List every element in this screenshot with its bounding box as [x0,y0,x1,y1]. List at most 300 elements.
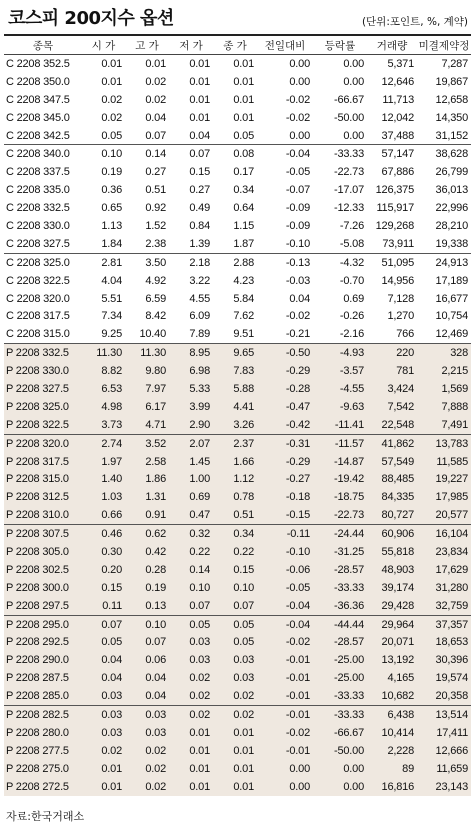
value-cell: 57,549 [367,453,417,471]
value-cell: 0.01 [213,760,257,778]
value-cell: 6.53 [82,380,125,398]
value-cell: 0.01 [169,724,213,742]
value-cell: -0.29 [257,362,313,380]
table-row [4,416,471,434]
value-cell: 11,659 [417,760,471,778]
value-cell: 0.02 [125,742,169,760]
value-cell: 2,215 [417,362,471,380]
value-cell: 0.64 [233,202,254,215]
option-name-cell: P 2208 315.0 [4,470,82,488]
value-cell: 29,428 [367,597,417,615]
value-cell: 4.71 [125,416,169,434]
value-cell: 2.58 [125,453,169,471]
column-header: 시 가 [82,35,125,55]
value-cell: 31,152 [417,127,471,145]
column-header: 미결제약정 [417,35,471,55]
value-cell: 1,569 [417,380,471,398]
value-cell: 0.10 [169,579,213,597]
option-name-cell: P 2208 292.5 [4,634,82,652]
value-cell: 1.45 [169,453,213,471]
value-cell: 0.01 [189,57,210,70]
value-cell: 0.11 [82,597,125,615]
value-cell: 0.01 [101,57,122,70]
value-cell: -0.01 [257,651,313,669]
value-cell: -2.16 [313,325,367,343]
value-cell: 0.03 [125,706,169,724]
value-cell: 73,911 [367,235,417,253]
value-cell: 0.42 [125,543,169,561]
value-cell: -0.03 [285,274,310,287]
value-cell: -0.10 [257,543,313,561]
table-row [4,597,471,615]
table-row [4,615,471,633]
value-cell: 2.07 [169,434,213,452]
value-cell: 0.00 [313,127,367,145]
value-cell: 2.74 [82,434,125,452]
value-cell: 126,375 [375,184,414,197]
table-row [4,742,471,760]
value-cell: 13,192 [367,651,417,669]
value-cell: -0.04 [257,597,313,615]
value-cell: 1.40 [82,470,125,488]
value-cell: -0.29 [257,453,313,471]
value-cell: 0.05 [213,634,257,652]
value-cell: 0.10 [125,615,169,633]
page-title: 코스피 200지수 옵션 [8,8,174,29]
option-name-cell: C 2208 345.0 [6,111,70,124]
table-row [4,525,471,543]
value-cell: -0.07 [285,184,310,197]
value-cell: 7,491 [417,416,471,434]
value-cell: 3.26 [213,416,257,434]
option-name-cell: P 2208 317.5 [4,453,82,471]
value-cell: 60,906 [367,525,417,543]
value-cell: 12,646 [381,75,414,88]
value-cell: -0.01 [257,687,313,705]
value-cell: 57,147 [381,148,414,161]
value-cell: 23,143 [417,778,471,796]
value-cell: 9.65 [213,344,257,362]
value-cell: 781 [367,362,417,380]
value-cell: -0.02 [257,724,313,742]
value-cell: 10,414 [367,724,417,742]
table-row [4,561,471,579]
value-cell: 2.38 [125,235,169,253]
table-row [4,109,471,127]
value-cell: 38,628 [435,148,468,161]
value-cell: 0.62 [125,525,169,543]
value-cell: -25.00 [313,651,367,669]
value-cell: 10,682 [367,687,417,705]
table-row [4,199,471,217]
table-row [4,724,471,742]
value-cell: 0.02 [169,669,213,687]
value-cell: 0.01 [189,75,210,88]
value-cell: 37,488 [367,127,417,145]
value-cell: -25.00 [313,669,367,687]
value-cell: 3.73 [82,416,125,434]
value-cell: 10.40 [125,325,169,343]
value-cell: 9.51 [213,325,257,343]
value-cell: 5.84 [233,292,254,305]
table-row [4,362,471,380]
column-header: 등락률 [313,35,367,55]
value-cell: 0.28 [125,561,169,579]
value-cell: 80,727 [367,506,417,524]
option-name-cell: C 2208 327.5 [4,235,82,253]
value-cell: 0.01 [233,111,254,124]
value-cell: -0.10 [257,235,313,253]
value-cell: 0.01 [145,57,166,70]
value-cell: 1,270 [387,310,414,323]
option-name-cell: C 2208 315.0 [4,325,82,343]
value-cell: 0.03 [213,651,257,669]
table-row [4,634,471,652]
value-cell: -0.01 [257,742,313,760]
option-name-cell: P 2208 312.5 [4,488,82,506]
value-cell: 0.15 [189,166,210,179]
column-header: 거래량 [367,35,417,55]
source-note: 자료:한국거래소 [6,810,85,823]
value-cell: -0.42 [257,416,313,434]
value-cell: 0.91 [125,506,169,524]
value-cell: 0.01 [233,93,254,106]
value-cell: 0.30 [82,543,125,561]
value-cell: -0.27 [257,470,313,488]
value-cell: -4.55 [313,380,367,398]
value-cell: 0.03 [125,724,169,742]
table-row [4,398,471,416]
value-cell: 89 [367,760,417,778]
value-cell: 7.83 [213,362,257,380]
value-cell: 0.04 [169,127,213,145]
value-cell: 6.98 [169,362,213,380]
value-cell: -50.00 [334,111,364,124]
value-cell: 18,653 [417,634,471,652]
value-cell: 0.36 [101,184,122,197]
value-cell: 3.50 [145,256,166,269]
value-cell: 7.34 [101,310,122,323]
value-cell: -18.75 [313,488,367,506]
option-name-cell: P 2208 297.5 [4,597,82,615]
value-cell: -22.73 [334,166,364,179]
option-name-cell: P 2208 272.5 [4,778,82,796]
value-cell: 0.49 [189,202,210,215]
value-cell: 0.84 [189,219,210,232]
value-cell: 14,956 [381,274,414,287]
value-cell: 1.00 [169,470,213,488]
table-row [4,344,471,362]
value-cell: -0.01 [257,706,313,724]
value-cell: 0.15 [82,579,125,597]
value-cell: 0.00 [257,778,313,796]
value-cell: 26,799 [435,166,468,179]
value-cell: 0.03 [82,706,125,724]
value-cell: 4.55 [189,292,210,305]
value-cell: 0.01 [169,760,213,778]
value-cell: 17,629 [417,561,471,579]
table-row [4,307,471,325]
value-cell: 0.00 [343,57,364,70]
value-cell: 0.10 [101,148,122,161]
value-cell: 7,128 [387,292,414,305]
value-cell: -31.25 [313,543,367,561]
value-cell: -0.04 [285,148,310,161]
option-name-cell: P 2208 280.0 [4,724,82,742]
value-cell: 3.52 [125,434,169,452]
value-cell: 0.02 [169,706,213,724]
value-cell: 30,396 [417,651,471,669]
option-name-cell: P 2208 295.0 [4,615,82,633]
option-name-cell: C 2208 342.5 [4,127,82,145]
value-cell: 37,357 [417,615,471,633]
value-cell: 0.02 [125,778,169,796]
value-cell: 12,042 [381,111,414,124]
option-name-cell: C 2208 320.0 [6,292,70,305]
value-cell: 0.01 [189,93,210,106]
option-name-cell: C 2208 335.0 [6,184,70,197]
value-cell: -0.26 [339,310,364,323]
value-cell: 0.04 [125,669,169,687]
value-cell: -0.05 [257,579,313,597]
option-name-cell: P 2208 300.0 [4,579,82,597]
value-cell: -36.36 [313,597,367,615]
value-cell: 13,514 [417,706,471,724]
value-cell: 0.02 [101,93,122,106]
value-cell: 0.92 [145,202,166,215]
value-cell: -33.33 [313,706,367,724]
value-cell: 19,867 [435,75,468,88]
table-row [4,434,471,452]
value-cell: 129,268 [375,219,414,232]
value-cell: -28.57 [313,561,367,579]
value-cell: 0.00 [313,760,367,778]
value-cell: 0.06 [125,651,169,669]
value-cell: 328 [417,344,471,362]
value-cell: -0.04 [257,615,313,633]
value-cell: 0.04 [145,111,166,124]
value-cell: 4.04 [101,274,122,287]
table-row [4,253,471,271]
value-cell: 1.13 [101,219,122,232]
value-cell: -0.01 [257,669,313,687]
value-cell: 23,834 [417,543,471,561]
value-cell: 1.39 [169,235,213,253]
option-name-cell: P 2208 282.5 [4,706,82,724]
value-cell: -0.50 [257,344,313,362]
value-cell: 1.86 [125,470,169,488]
table-row [4,272,471,290]
value-cell: 0.46 [82,525,125,543]
option-name-cell: P 2208 327.5 [4,380,82,398]
value-cell: 0.69 [169,488,213,506]
value-cell: 2,228 [367,742,417,760]
table-row [4,669,471,687]
value-cell: 0.02 [213,706,257,724]
option-name-cell: C 2208 330.0 [6,219,70,232]
option-name-cell: C 2208 317.5 [6,310,70,323]
value-cell: -0.05 [285,166,310,179]
value-cell: 5.51 [101,292,122,305]
value-cell: 1.03 [82,488,125,506]
value-cell: 17,189 [435,274,468,287]
value-cell: 0.03 [169,651,213,669]
value-cell: 0.34 [213,525,257,543]
value-cell: 0.01 [233,57,254,70]
value-cell: 115,917 [376,202,414,215]
table-row [4,73,471,91]
column-header: 고 가 [125,35,169,55]
table-row [4,506,471,524]
value-cell: -9.63 [313,398,367,416]
value-cell: 39,174 [367,579,417,597]
value-cell: 0.05 [213,127,257,145]
value-cell: 36,013 [435,184,468,197]
column-header: 전일대비 [257,35,313,55]
table-row [4,145,471,163]
value-cell: 0.14 [145,148,166,161]
value-cell: 1.31 [125,488,169,506]
value-cell: 11.30 [82,344,125,362]
value-cell: 0.04 [125,687,169,705]
value-cell: 0.13 [125,597,169,615]
value-cell: 0.02 [169,687,213,705]
value-cell: 0.02 [82,742,125,760]
value-cell: 16,104 [417,525,471,543]
value-cell: 48,903 [367,561,417,579]
value-cell: 0.07 [189,148,210,161]
value-cell: -12.33 [334,202,364,215]
option-name-cell: P 2208 302.5 [4,561,82,579]
value-cell: 0.02 [101,111,122,124]
value-cell: 4.23 [233,274,254,287]
option-name-cell: P 2208 330.0 [4,362,82,380]
value-cell: 4.92 [145,274,166,287]
option-name-cell: P 2208 322.5 [4,416,82,434]
value-cell: 22,548 [367,416,417,434]
value-cell: 13,783 [417,434,471,452]
value-cell: 0.22 [169,543,213,561]
value-cell: 0.04 [82,669,125,687]
value-cell: 8.42 [145,310,166,323]
option-name-cell: P 2208 275.0 [4,760,82,778]
value-cell: -0.31 [257,434,313,452]
value-cell: 12,469 [417,325,471,343]
value-cell: 4,165 [367,669,417,687]
value-cell: -44.44 [313,615,367,633]
table-row [4,290,471,308]
value-cell: -11.57 [313,434,367,452]
option-name-cell: P 2208 305.0 [4,543,82,561]
value-cell: 19,227 [417,470,471,488]
value-cell: 0.07 [125,127,169,145]
value-cell: 0.03 [82,724,125,742]
value-cell: -24.44 [313,525,367,543]
value-cell: 1.52 [145,219,166,232]
table-row [4,488,471,506]
value-cell: -0.02 [285,310,310,323]
value-cell: 55,818 [367,543,417,561]
value-cell: 1.84 [82,235,125,253]
table-row [4,543,471,561]
value-cell: 11,713 [382,93,414,106]
value-cell: 0.05 [213,615,257,633]
value-cell: -0.11 [257,525,313,543]
value-cell: 0.65 [101,202,122,215]
value-cell: 17,985 [417,488,471,506]
column-header: 저 가 [169,35,213,55]
value-cell: -3.57 [313,362,367,380]
value-cell: 0.01 [169,742,213,760]
option-name-cell: C 2208 332.5 [6,202,70,215]
value-cell: 0.51 [213,506,257,524]
value-cell: -0.09 [285,219,310,232]
value-cell: 10,754 [435,310,468,323]
value-cell: 0.05 [82,127,125,145]
table-row [4,579,471,597]
value-cell: 0.47 [169,506,213,524]
table-row [4,163,471,181]
value-cell: -28.57 [313,634,367,652]
value-cell: 9.80 [125,362,169,380]
value-cell: 0.32 [169,525,213,543]
value-cell: 7,287 [441,57,468,70]
value-cell: 20,071 [367,634,417,652]
value-cell: -22.73 [313,506,367,524]
value-cell: 6.09 [189,310,210,323]
value-cell: 67,886 [381,166,414,179]
value-cell: 12,658 [435,93,468,106]
value-cell: 20,577 [417,506,471,524]
value-cell: 766 [367,325,417,343]
option-name-cell: P 2208 285.0 [4,687,82,705]
unit-note: (단위:포인트, %, 계약) [361,16,468,28]
value-cell: 11.30 [125,344,169,362]
value-cell: 1.12 [213,470,257,488]
value-cell: 22,996 [435,202,468,215]
value-cell: -0.02 [257,634,313,652]
option-name-cell: P 2208 325.0 [4,398,82,416]
value-cell: -66.67 [313,724,367,742]
value-cell: 0.07 [169,597,213,615]
value-cell: 7,888 [417,398,471,416]
value-cell: 0.07 [82,615,125,633]
option-name-cell: P 2208 332.5 [4,344,82,362]
value-cell: 0.20 [82,561,125,579]
value-cell: -0.15 [257,506,313,524]
value-cell: 0.01 [189,111,210,124]
value-cell: 8.95 [169,344,213,362]
value-cell: -0.06 [257,561,313,579]
table-row [4,687,471,705]
value-cell: 3,424 [367,380,417,398]
option-name-cell: C 2208 347.5 [6,93,70,106]
value-cell: 19,574 [417,669,471,687]
value-cell: -0.70 [339,274,364,287]
value-cell: 6.17 [125,398,169,416]
value-cell: 0.01 [101,75,122,88]
value-cell: 0.02 [145,93,166,106]
value-cell: 0.02 [125,760,169,778]
value-cell: 0.00 [257,127,313,145]
table-row [4,91,471,109]
value-cell: 0.05 [82,634,125,652]
value-cell: -0.21 [257,325,313,343]
value-cell: -4.93 [313,344,367,362]
value-cell: -5.08 [313,235,367,253]
value-cell: 0.27 [189,184,210,197]
table-row [4,181,471,199]
